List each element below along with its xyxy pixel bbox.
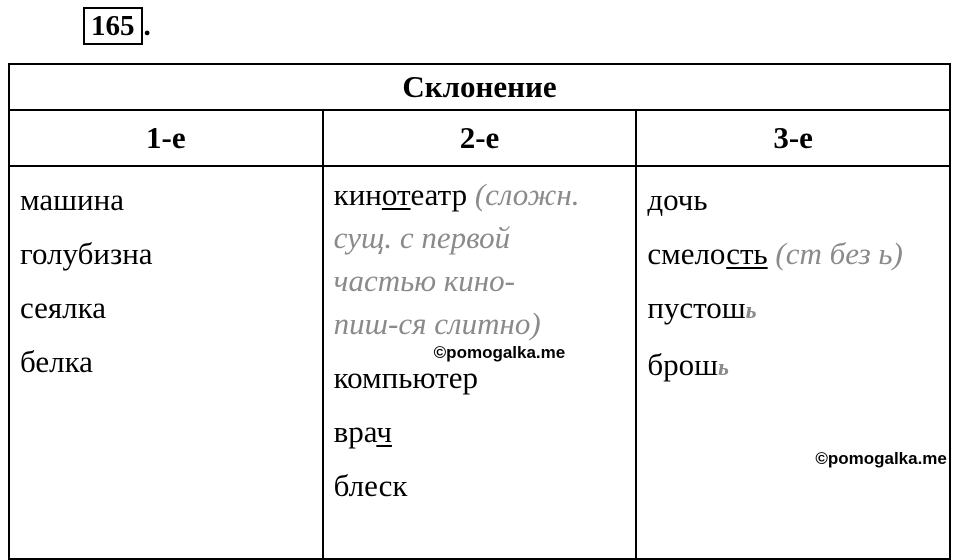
watermark: ©pomogalka.me — [433, 343, 566, 362]
note: частью кино- — [333, 263, 516, 298]
word: машина — [20, 182, 124, 217]
word-part: вра — [333, 414, 377, 449]
task-number-dot: . — [143, 9, 151, 42]
watermark: ©pomogalka.me — [815, 449, 947, 468]
column-header-2: 2-е — [323, 110, 637, 166]
word — [647, 281, 939, 338]
word: белка — [20, 344, 93, 379]
word: голубизна — [20, 236, 153, 271]
soft-sign: ь — [717, 355, 729, 381]
column-1-cell — [9, 166, 323, 559]
column-header-1: 1-е — [9, 110, 323, 166]
underlined-part: сть — [726, 236, 768, 271]
word — [334, 405, 626, 459]
note: (ст без ь) — [775, 236, 903, 271]
word-part: брош — [647, 347, 718, 382]
declension-table — [8, 63, 951, 560]
word-part: кин — [333, 177, 382, 212]
note: (сложн. — [474, 177, 580, 212]
note: пиш-ся слитно) — [333, 306, 541, 341]
task-number-box: 165 — [83, 7, 143, 45]
word — [647, 338, 939, 395]
word: дочь — [647, 182, 708, 217]
underlined-part: ч — [376, 414, 392, 449]
word-with-note — [334, 173, 626, 216]
column-3-cell — [636, 166, 950, 559]
word: сеялка — [20, 290, 106, 325]
note: сущ. с первой — [333, 220, 511, 255]
column-header-3: 3-е — [636, 110, 950, 166]
table-header: Склонение — [9, 64, 950, 110]
word: компьютер — [333, 360, 478, 395]
word: блеск — [333, 468, 408, 503]
word — [647, 227, 939, 281]
column-2-cell — [323, 166, 637, 559]
task-number — [83, 8, 151, 44]
soft-sign: ь — [745, 298, 757, 324]
word-part: еатр — [410, 177, 468, 212]
word-part: пустош — [647, 290, 746, 325]
word-part: смело — [647, 236, 727, 271]
underlined-part: от — [381, 177, 411, 212]
